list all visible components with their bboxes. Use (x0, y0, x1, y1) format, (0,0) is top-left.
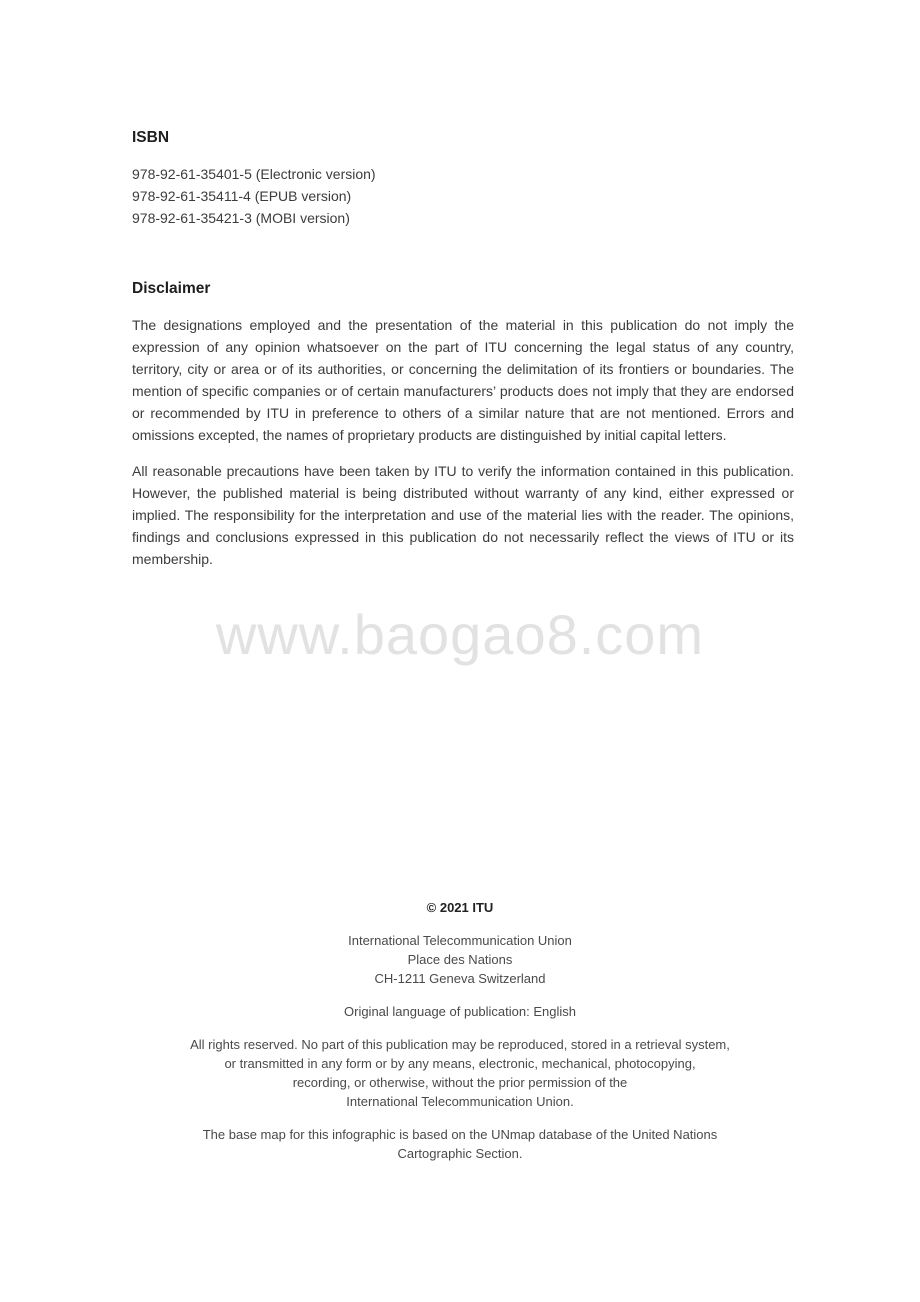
address-line: Place des Nations (407, 952, 513, 967)
colophon (130, 898, 790, 1163)
map-note (130, 1125, 790, 1163)
disclaimer-paragraph: The designations employed and the presentation of the material in this publication do not imply the expression of any opinion whatsoever on the part of ITU concerning the legal status of any country, territory, city or area or of its authorities, or concerning the delimitation of its frontiers or boundaries. The mention of specific companies or of certain manufacturers’ products does not imply that they are endorsed or recommended by ITU in preference to others of a similar nature that are not mentioned. Errors and omissions excepted, the names of proprietary products are distinguished by initial capital letters. (132, 317, 794, 443)
original-language: Original language of publication: English (344, 1004, 576, 1019)
rights-line: International Telecommunication Union. (346, 1094, 574, 1109)
disclaimer-heading: Disclaimer (132, 280, 211, 297)
disclaimer-paragraph: All reasonable precautions have been taken by ITU to verify the information contained in this publication. However, the published material is being distributed without warranty of any kind, either expressed or implied. The responsibility for the interpretation and use of the material lies with the reader. The opinions, findings and conclusions expressed in this publication do not necessarily reflect the views of ITU or its membership. (132, 463, 794, 567)
isbn-heading: ISBN (132, 129, 170, 146)
isbn-entry: 978-92-61-35421-3 (MOBI version) (132, 210, 350, 226)
disclaimer-section (132, 279, 794, 570)
rights-line: or transmitted in any form or by any means, electronic, mechanical, photocopying, (224, 1056, 696, 1071)
address-line: International Telecommunication Union (348, 933, 572, 948)
copyright-notice: © 2021 ITU (426, 900, 494, 915)
isbn-section (132, 128, 794, 229)
rights-line: All rights reserved. No part of this publication may be reproduced, stored in a retrieval system, (190, 1037, 730, 1052)
disclaimer-body (132, 314, 794, 570)
isbn-list (132, 163, 794, 229)
rights-notice (130, 1035, 790, 1111)
map-note-line: The base map for this infographic is based on the UNmap database of the United Nations (202, 1127, 718, 1142)
address-block (130, 931, 790, 988)
isbn-entry: 978-92-61-35411-4 (EPUB version) (132, 188, 352, 204)
address-line: CH-1211 Geneva Switzerland (374, 971, 546, 986)
isbn-entry: 978-92-61-35401-5 (Electronic version) (132, 166, 376, 182)
watermark-text: www.baogao8.com (215, 603, 705, 666)
map-note-line: Cartographic Section. (397, 1146, 523, 1161)
rights-line: recording, or otherwise, without the prior permission of the (292, 1075, 628, 1090)
